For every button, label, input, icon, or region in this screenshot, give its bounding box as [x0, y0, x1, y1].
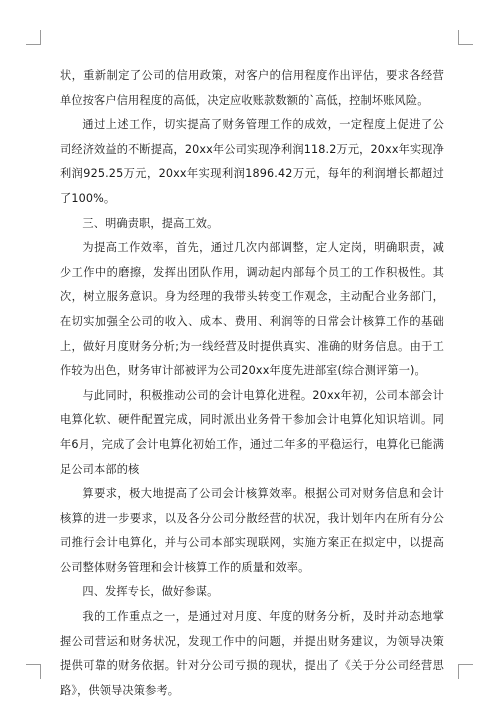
- paragraph-credit-policy: 状，重新制定了公司的信用政策，对客户的信用程度作出评估，要求各经营单位按客户信用程度的高低，决定应收账款数额的`高低，控制坏账风险。: [60, 69, 444, 107]
- paragraph-computerization: 与此同时，积极推动公司的会计电算化进程。20xx年初，公司本部会计电算化软、硬件配置完成，同时派出业务骨干参加会计电算化知识培训。同年6月，完成了会计电算化初始工作，通过二年多的平稳运行，电算化已能满足公司本部的核: [60, 388, 444, 476]
- paragraph-accounting-efficiency: 算要求，极大地提高了公司会计核算效率。根据公司对财务信息和会计核算的进一步要求，以及各分公司分散经营的状况，我计划年内在所有分公司推行会计电算化，并与公司本部实现联网，实施方案正在拟定中，以提高公司整体财务管理和会计核算工作的质量和效率。: [60, 487, 444, 574]
- crop-mark-bottom-right: [458, 664, 473, 679]
- paragraph-financial-analysis: 我的工作重点之一，是通过对月度、年度的财务分析，及时并动态地掌握公司营运和财务状况，发现工作中的问题，并提出财务建议，为领导决策提供可靠的财务依据。针对分公司亏损的现状，提出了《关于分公司经营思路》，供领导决策参考。: [60, 610, 444, 697]
- section-heading-3: 三、明确责职，提高工效。: [82, 216, 219, 230]
- body-text: [60, 64, 444, 703]
- crop-mark-bottom-left: [26, 664, 41, 679]
- crop-mark-top-left: [26, 30, 41, 45]
- crop-mark-top-right: [458, 30, 473, 45]
- paragraph-profit-results: 通过上述工作，切实提高了财务管理工作的成效，一定程度上促进了公司经济效益的不断提高，20xx年公司实现净利润118.2万元，20xx年实现净利润925.25万元，20xx年实现利润1896.42万元，每年的利润增长都超过了100%。: [60, 118, 444, 205]
- section-heading-4: 四、发挥专长，做好参谋。: [82, 585, 219, 599]
- paragraph-efficiency: 为提高工作效率，首先，通过几次内部调整，定人定岗，明确职责，减少工作中的磨擦，发挥出团队作用，调动起内部每个员工的工作积极性。其次，树立服务意识。身为经理的我带头转变工作观念，主动配合业务部门，在切实加强全公司的收入、成本、费用、利润等的日常会计核算工作的基础上，做好月度财务分析;为一线经营及时提供真实、准确的财务信息。由于工作较为出色，财务审计部被评为公司20xx年度先进部室(综合测评第一)。: [60, 241, 444, 378]
